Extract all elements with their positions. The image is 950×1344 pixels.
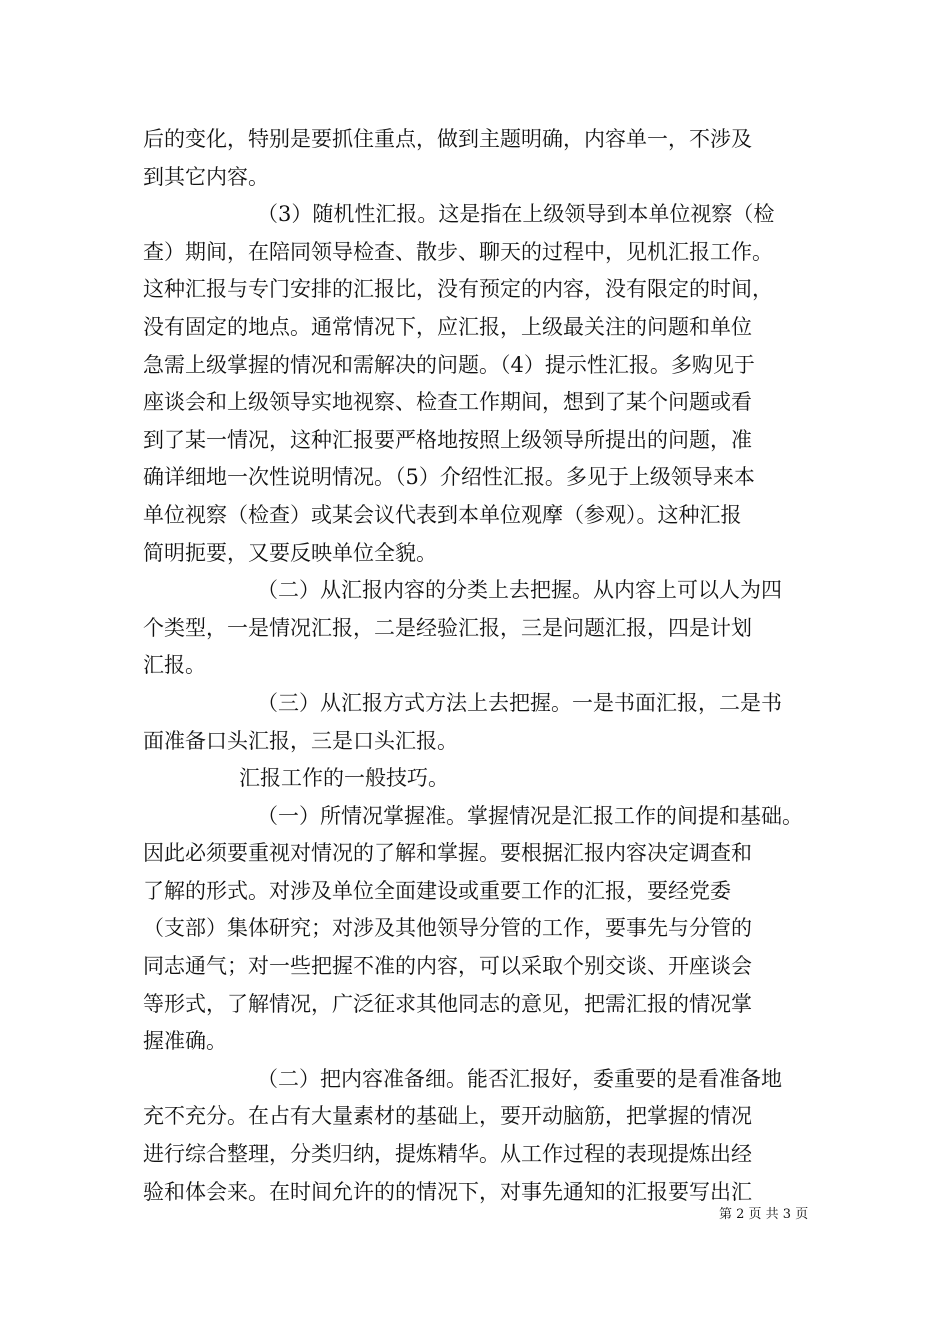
- text-line: 验和体会来。在时间允许的的情况下，对事先通知的汇报要写出汇: [143, 1179, 752, 1204]
- page-number: 第 2 页 共 3 页: [719, 1207, 809, 1222]
- text-line: 握准确。: [143, 1029, 227, 1054]
- text-line: 到了某一情况，这种汇报要严格地按照上级领导所提出的问题，准: [143, 427, 752, 452]
- text-line: 因此必须要重视对情况的了解和掌握。要根据汇报内容决定调查和: [143, 841, 752, 866]
- paragraph-start: （二）把内容准备细。能否汇报好，委重要的是看准备地: [257, 1066, 782, 1091]
- paragraph-start: （一）所情况掌握准。掌握情况是汇报工作的间提和基础。: [257, 803, 803, 828]
- text-line: 没有固定的地点。通常情况下，应汇报，上级最关注的问题和单位: [143, 314, 752, 339]
- text-line: （支部）集体研究；对涉及其他领导分管的工作，要事先与分管的: [143, 916, 752, 941]
- text-line: 同志通气；对一些把握不准的内容，可以采取个别交谈、开座谈会: [143, 954, 752, 979]
- text-line: 个类型，一是情况汇报，二是经验汇报，三是问题汇报，四是计划: [143, 615, 752, 640]
- text-line: 确详细地一次性说明情况。（5）介绍性汇报。多见于上级领导来本: [143, 465, 755, 490]
- body-text: [143, 121, 807, 1211]
- text-line: 查）期间，在陪同领导检查、散步、聊天的过程中，见机汇报工作。: [143, 239, 773, 264]
- text-line: 面准备口头汇报，三是口头汇报。: [143, 728, 458, 753]
- text-line: 汇报。: [143, 653, 206, 678]
- text-line: 急需上级掌握的情况和需解决的问题。（4）提示性汇报。多购见于: [143, 352, 755, 377]
- text-line: 简明扼要，又要反映单位全貌。: [143, 540, 437, 565]
- paragraph-start: （3）随机性汇报。这是指在上级领导到本单位视察（检: [257, 202, 775, 227]
- paragraph-start: （二）从汇报内容的分类上去把握。从内容上可以人为四: [257, 578, 782, 603]
- text-line: 这种汇报与专门安排的汇报比，没有预定的内容，没有限定的时间，: [143, 277, 773, 302]
- text-line: 座谈会和上级领导实地视察、检查工作期间，想到了某个问题或看: [143, 390, 752, 415]
- paragraph-start: （三）从汇报方式方法上去把握。一是书面汇报，二是书: [257, 690, 782, 715]
- text-line: 等形式，了解情况，广泛征求其他同志的意见，把需汇报的情况掌: [143, 991, 752, 1016]
- text-line: 后的变化，特别是要抓住重点，做到主题明确，内容单一，不涉及: [143, 127, 752, 151]
- text-line: 进行综合整理，分类归纳，提炼精华。从工作过程的表现提炼出经: [143, 1142, 752, 1167]
- text-line: 单位视察（检查）或某会议代表到本单位观摩（参观）。这种汇报: [143, 502, 742, 527]
- section-heading: 汇报工作的一般技巧。: [239, 766, 449, 791]
- text-line: 了解的形式。对涉及单位全面建设或重要工作的汇报，要经党委: [143, 878, 731, 903]
- text-line: 充不充分。在占有大量素材的基础上，要开动脑筋，把掌握的情况: [143, 1104, 752, 1129]
- text-line: 到其它内容。: [143, 164, 269, 189]
